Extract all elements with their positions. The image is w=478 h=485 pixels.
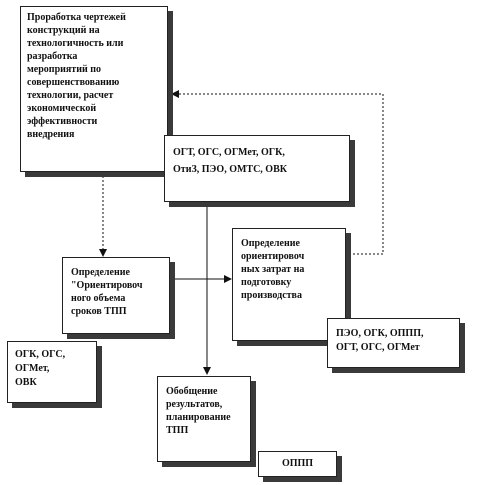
development-line: технологии, расчет [27, 90, 114, 101]
departments-left-line: ОГК, ОГС, [15, 349, 66, 360]
volume-line: сроков ТПП [71, 306, 127, 317]
development-box [20, 6, 168, 172]
summary-line: планирование [166, 412, 231, 423]
development-line: разработка [27, 51, 78, 62]
oppp-label: ОППП [281, 458, 314, 469]
volume-line: Определение [71, 267, 130, 278]
costs-line: подготовку [241, 277, 292, 288]
departments-left-line: ОГМет, [15, 363, 50, 374]
summary-box [157, 376, 251, 462]
summary-line: Обобщение [166, 386, 218, 397]
departments-top-line: ОГТ, ОГС, ОГМет, ОГК, [173, 147, 285, 158]
oppp-box [258, 451, 337, 477]
development-line: внедрения [27, 129, 75, 140]
development-line: конструкций на [27, 25, 100, 36]
departments-right-line: ПЭО, ОГК, ОППП, [336, 328, 424, 339]
departments-right-box [327, 318, 460, 368]
costs-line: Определение [241, 238, 300, 249]
development-line: эффективности [27, 116, 98, 127]
costs-line: ных затрат на [241, 264, 305, 275]
summary-line: результатов, [166, 399, 223, 410]
development-line: совершенствованию [27, 77, 120, 88]
development-line: Проработка чертежей [27, 12, 126, 23]
departments-left-box [7, 341, 97, 403]
departments-right-line: ОГТ, ОГС, ОГМет [336, 342, 420, 353]
costs-line: ориентировоч [241, 251, 305, 262]
volume-line: "Ориентировоч [71, 280, 143, 291]
volume-box [62, 257, 170, 334]
volume-line: ного объема [71, 293, 126, 304]
departments-left-line: ОВК [15, 377, 37, 388]
departments-top-line: ОтиЗ, ПЭО, ОМТС, ОВК [173, 164, 287, 175]
development-line: технологичность или [27, 38, 124, 49]
development-line: мероприятий по [27, 64, 102, 75]
costs-line: производства [241, 290, 302, 301]
departments-top-box [164, 135, 350, 202]
development-line: экономической [27, 103, 97, 114]
summary-line: ТПП [166, 425, 189, 436]
